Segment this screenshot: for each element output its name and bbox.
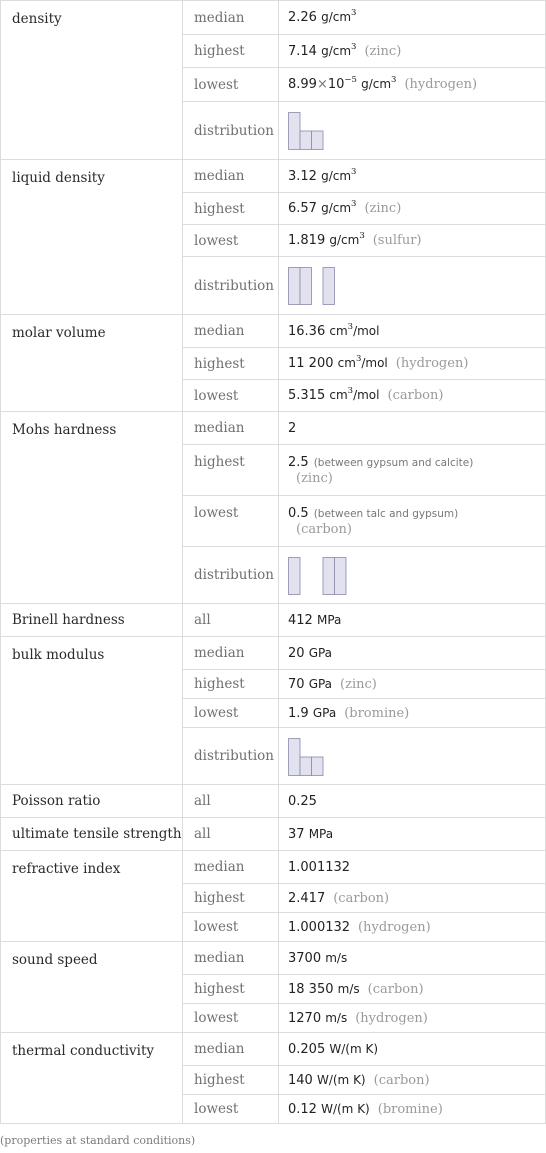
value-unit: m/s	[325, 1010, 348, 1025]
row-label: median	[183, 1033, 279, 1066]
value-exponent: 3	[355, 354, 362, 364]
value-cell	[279, 728, 546, 785]
value-detail: (between talc and gypsum)	[313, 507, 459, 520]
row-label: highest	[183, 193, 279, 225]
value-number: 11 200	[288, 356, 334, 371]
row-label: all	[183, 604, 279, 637]
value-number: 3700	[288, 950, 322, 966]
value-number: 1.9	[288, 705, 309, 721]
value-cell	[279, 1066, 546, 1095]
value-unit: GPa	[308, 676, 333, 691]
value-number: 16.36	[288, 323, 326, 339]
value-number: 0.25	[288, 793, 317, 809]
value-note: (sulfur)	[372, 233, 422, 248]
value-cell	[279, 35, 546, 68]
histogram-bar	[289, 738, 301, 775]
value-number: 0.5	[288, 505, 309, 521]
value-exponent: 3	[347, 321, 354, 332]
value-cell	[279, 942, 546, 975]
value-detail: (between gypsum and calcite)	[313, 456, 474, 469]
value-base: 10	[327, 77, 345, 92]
value-cell	[279, 884, 546, 913]
row-label: highest	[183, 975, 279, 1004]
value-unit: GPa	[312, 705, 337, 720]
row-label: distribution	[183, 102, 279, 160]
value-cell	[279, 348, 546, 380]
value-number: 1.000132	[288, 919, 351, 935]
row-label: highest	[183, 35, 279, 68]
value-note: (carbon)	[367, 981, 424, 997]
value-number: 2	[288, 420, 297, 436]
value-exponent: 3	[391, 75, 397, 85]
row-label: all	[183, 785, 279, 818]
value-cell	[279, 851, 546, 884]
value-number: 412	[288, 612, 313, 628]
row-label: all	[183, 818, 279, 851]
value-exponent: 3	[347, 386, 354, 396]
row-label: distribution	[183, 257, 279, 315]
value-unit: g/cm	[321, 168, 352, 183]
value-unit: W/(m K)	[321, 1101, 370, 1116]
histogram-bar	[289, 113, 301, 150]
value-unit: MPa	[308, 826, 334, 841]
property-label: liquid density	[1, 160, 183, 315]
value-note: (zinc)	[364, 201, 402, 216]
value-number: 7.14	[288, 43, 317, 59]
row-label: median	[183, 942, 279, 975]
value-unit-suffix: /mol	[361, 356, 388, 370]
property-label: thermal conductivity	[1, 1033, 183, 1124]
value-cell	[279, 1004, 546, 1033]
property-label: Brinell hardness	[1, 604, 183, 637]
value-cell	[279, 913, 546, 942]
value-number: 37	[288, 826, 305, 842]
value-cell	[279, 699, 546, 728]
value-exponent: 3	[351, 8, 357, 18]
value-cell	[279, 225, 546, 257]
value-note: (bromine)	[377, 1101, 443, 1117]
histogram-bar	[335, 557, 347, 594]
row-label: lowest	[183, 1004, 279, 1033]
value-unit: m/s	[337, 981, 360, 996]
value-unit: g/cm	[321, 43, 352, 58]
histogram-bar	[323, 557, 335, 594]
histogram-bar	[312, 757, 324, 776]
row-label: lowest	[183, 1095, 279, 1124]
value-unit: m/s	[325, 950, 348, 965]
value-cell	[279, 785, 546, 818]
value-note: (carbon)	[387, 388, 444, 403]
value-unit: g/cm	[321, 201, 352, 215]
value-number: 2.26	[288, 10, 317, 25]
value-unit-suffix: /mol	[353, 388, 380, 402]
value-number: 5.315	[288, 388, 326, 403]
value-cell	[279, 496, 546, 547]
value-exponent: 3	[359, 231, 365, 241]
row-label: lowest	[183, 68, 279, 102]
value-cell	[279, 315, 546, 348]
value-note: (hydrogen)	[395, 356, 469, 371]
value-unit: cm	[329, 323, 348, 338]
distribution-histogram	[288, 556, 348, 595]
value-cell	[279, 380, 546, 412]
value-unit: W/(m K)	[316, 1072, 366, 1087]
value-cell	[279, 68, 546, 102]
distribution-histogram	[288, 737, 325, 776]
histogram-bar	[300, 268, 312, 305]
value-unit: g/cm	[321, 10, 352, 24]
value-cell	[279, 818, 546, 851]
distribution-histogram	[288, 266, 336, 305]
footnote: (properties at standard conditions)	[0, 1134, 196, 1147]
value-number: 2.5	[288, 454, 309, 470]
value-note: (hydrogen)	[355, 1010, 428, 1026]
row-label: lowest	[183, 913, 279, 942]
value-unit: cm	[337, 356, 356, 370]
row-label: median	[183, 637, 279, 670]
row-label: lowest	[183, 380, 279, 412]
value-exponent: 3	[351, 166, 357, 177]
value-cell	[279, 193, 546, 225]
distribution-histogram	[288, 111, 325, 150]
row-label: distribution	[183, 547, 279, 604]
value-cell	[279, 1, 546, 35]
value-note: (carbon)	[373, 1072, 430, 1088]
histogram-svg	[288, 556, 348, 595]
value-cell	[279, 670, 546, 699]
histogram-svg	[288, 266, 336, 305]
row-label: median	[183, 1, 279, 35]
histogram-bar	[300, 131, 312, 150]
value-cell	[279, 637, 546, 670]
row-label: highest	[183, 445, 279, 496]
row-label: lowest	[183, 496, 279, 547]
value-note: (zinc)	[364, 43, 402, 59]
property-label: sound speed	[1, 942, 183, 1033]
property-label: density	[1, 1, 183, 160]
row-label: median	[183, 160, 279, 193]
value-cell	[279, 1095, 546, 1124]
row-label: lowest	[183, 225, 279, 257]
property-label: bulk modulus	[1, 637, 183, 785]
value-number: 70	[288, 676, 305, 692]
value-number: 1270	[288, 1010, 322, 1026]
value-number: 2.417	[288, 890, 326, 906]
property-label: Mohs hardness	[1, 412, 183, 604]
value-unit: g/cm	[329, 233, 360, 247]
value-unit: cm	[329, 388, 348, 402]
histogram-svg	[288, 111, 325, 150]
times-sign: ×	[316, 77, 328, 92]
value-number: 3.12	[288, 168, 317, 184]
value-number: 6.57	[288, 201, 317, 216]
value-cell	[279, 604, 546, 637]
row-label: median	[183, 851, 279, 884]
value-unit: MPa	[316, 612, 342, 627]
value-cell	[279, 160, 546, 193]
row-label: highest	[183, 1066, 279, 1095]
histogram-bar	[312, 131, 324, 150]
value-unit: GPa	[308, 645, 333, 660]
value-cell	[279, 975, 546, 1004]
histogram-svg	[288, 737, 325, 776]
value-unit-suffix: /mol	[353, 323, 380, 338]
value-cell	[279, 412, 546, 445]
row-label: highest	[183, 670, 279, 699]
histogram-bar	[323, 268, 335, 305]
row-label: highest	[183, 884, 279, 913]
value-cell	[279, 102, 546, 160]
power-exponent: −5	[344, 75, 357, 85]
value-exponent: 3	[351, 41, 357, 52]
value-cell	[279, 1033, 546, 1066]
value-number: 20	[288, 645, 305, 661]
value-note: (hydrogen)	[404, 77, 478, 92]
row-label: median	[183, 315, 279, 348]
value-number: 0.205	[288, 1041, 326, 1057]
value-exponent: 3	[351, 199, 357, 209]
value-note: (zinc)	[340, 676, 377, 692]
value-mantissa: 8.99	[288, 77, 317, 92]
value-cell	[279, 547, 546, 604]
value-note: (carbon)	[296, 521, 352, 537]
property-label: molar volume	[1, 315, 183, 412]
property-label: ultimate tensile strength	[1, 818, 183, 851]
value-cell	[279, 445, 546, 496]
histogram-bar	[300, 757, 312, 776]
value-note: (bromine)	[344, 705, 410, 721]
row-label: highest	[183, 348, 279, 380]
value-cell	[279, 257, 546, 315]
value-number: 0.12	[288, 1101, 317, 1117]
value-number: 18 350	[288, 981, 334, 997]
row-label: median	[183, 412, 279, 445]
value-note: (carbon)	[333, 890, 390, 906]
property-label: refractive index	[1, 851, 183, 942]
value-number: 1.819	[288, 233, 326, 248]
row-label: lowest	[183, 699, 279, 728]
value-unit: g/cm	[361, 77, 392, 91]
value-note: (zinc)	[296, 470, 333, 486]
row-label: distribution	[183, 728, 279, 785]
value-note: (hydrogen)	[358, 919, 431, 935]
value-unit: W/(m K)	[329, 1041, 379, 1056]
histogram-bar	[289, 557, 301, 594]
value-number: 1.001132	[288, 859, 351, 875]
property-label: Poisson ratio	[1, 785, 183, 818]
histogram-bar	[289, 268, 301, 305]
value-number: 140	[288, 1072, 313, 1088]
